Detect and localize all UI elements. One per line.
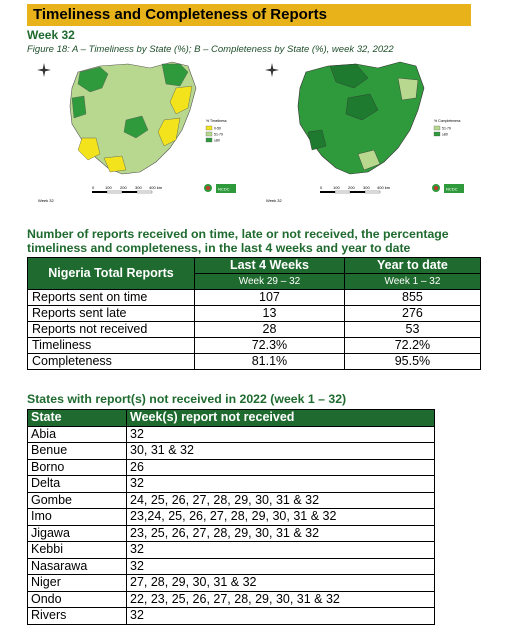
legend-title: % Completeness [434,119,461,123]
scale-bar [92,185,163,193]
table-row [28,459,435,476]
summary-header-last4: Last 4 Weeks [195,258,345,274]
legend-title: % Timeliness [206,119,227,123]
state-weeks: 32 [127,426,435,443]
scale-bar [320,185,391,193]
week-label: Week 32 [27,28,75,42]
legend-label: ≥80 [442,132,448,137]
legend-label: 51-79 [214,132,223,137]
row-value: 53 [344,322,480,338]
table-row [28,338,481,354]
scale-label: 100 [333,185,340,190]
scale-label: 200 [348,185,355,190]
state-weeks: 32 [127,542,435,559]
row-value: 72.2% [344,338,480,354]
state-name: Rivers [28,608,127,625]
table-row [28,492,435,509]
scale-label: 0 [320,185,323,190]
coat-of-arms-icon [204,184,212,192]
scale-label: 0 [92,185,95,190]
state-name: Benue [28,443,127,460]
scale-label: 300 [135,185,142,190]
row-label: Completeness [28,354,195,370]
state-weeks: 23,24, 25, 26, 27, 28, 29, 30, 31 & 32 [127,509,435,526]
state-weeks: 26 [127,459,435,476]
summary-header-label: Nigeria Total Reports [28,258,195,290]
section-banner [27,4,471,26]
row-value: 95.5% [344,354,480,370]
completeness-map [258,58,476,208]
row-value: 72.3% [195,338,345,354]
summary-header-ytd: Year to date [344,258,480,274]
states-header-weeks: Week(s) report not received [127,410,435,427]
state-name: Imo [28,509,127,526]
row-value: 81.1% [195,354,345,370]
table-row [28,525,435,542]
table-row [28,542,435,559]
state-name: Borno [28,459,127,476]
scale-label: 300 [363,185,370,190]
row-label: Reports sent on time [28,290,195,306]
table-row [28,426,435,443]
table-row [28,509,435,526]
table-row [28,476,435,493]
state-name: Abia [28,426,127,443]
compass-icon [37,63,51,77]
legend-label: ≥80 [214,138,220,143]
state-weeks: 24, 25, 26, 27, 28, 29, 30, 31 & 32 [127,492,435,509]
summary-table [27,257,481,370]
summary-title-line: timeliness and completeness, in the last 4 weeks and year to date [27,241,411,255]
states-title: States with report(s) not received in 2022 (week 1 – 32) [27,392,347,406]
timeliness-map [30,58,248,208]
state-name: Kebbi [28,542,127,559]
state-weeks: 27, 28, 29, 30, 31 & 32 [127,575,435,592]
table-row [28,354,481,370]
scale-label: 100 [105,185,112,190]
row-value: 276 [344,306,480,322]
summary-title [27,227,449,255]
states-header-state: State [28,410,127,427]
table-row [28,290,481,306]
ncdc-logo-text: NCDC [446,186,458,192]
map-region-west [72,96,86,118]
scale-label: 400 km [149,185,163,190]
table-row [28,575,435,592]
row-value: 107 [195,290,345,306]
states-table [27,409,435,625]
state-weeks: 32 [127,608,435,625]
row-value: 855 [344,290,480,306]
map-legend [206,119,227,143]
legend-label: 0-50 [214,126,222,131]
state-name: Jigawa [28,525,127,542]
row-label: Reports sent late [28,306,195,322]
table-row [28,608,435,625]
row-label: Reports not received [28,322,195,338]
summary-title-line: Number of reports received on time, late or not received, the percentage [27,227,449,241]
summary-subheader-last4: Week 29 – 32 [195,274,345,290]
map-week-note: Week 32 [38,198,54,203]
compass-icon [265,63,279,77]
legend-label: 51-79 [442,126,451,131]
table-row [28,322,481,338]
state-weeks: 23, 25, 26, 27, 28, 29, 30, 31 & 32 [127,525,435,542]
state-name: Niger [28,575,127,592]
state-weeks: 32 [127,476,435,493]
state-weeks: 22, 23, 25, 26, 27, 28, 29, 30, 31 & 32 [127,591,435,608]
table-row [28,443,435,460]
map-region-south [104,156,126,172]
state-weeks: 30, 31 & 32 [127,443,435,460]
scale-label: 400 km [377,185,391,190]
table-row [28,306,481,322]
table-row [28,558,435,575]
figure-caption: Figure 18: A – Timeliness by State (%); B – Completeness by State (%), week 32, 2022 [27,44,394,55]
row-value: 13 [195,306,345,322]
state-name: Gombe [28,492,127,509]
state-name: Nasarawa [28,558,127,575]
section-title: Timeliness and Completeness of Reports [33,6,327,23]
state-name: Ondo [28,591,127,608]
coat-of-arms-icon [432,184,440,192]
row-label: Timeliness [28,338,195,354]
state-weeks: 32 [127,558,435,575]
scale-label: 200 [120,185,127,190]
ncdc-logo-text: NCDC [218,186,230,192]
summary-subheader-ytd: Week 1 – 32 [344,274,480,290]
map-week-note: Week 32 [266,198,282,203]
state-name: Delta [28,476,127,493]
map-legend [434,119,461,137]
table-row [28,591,435,608]
row-value: 28 [195,322,345,338]
